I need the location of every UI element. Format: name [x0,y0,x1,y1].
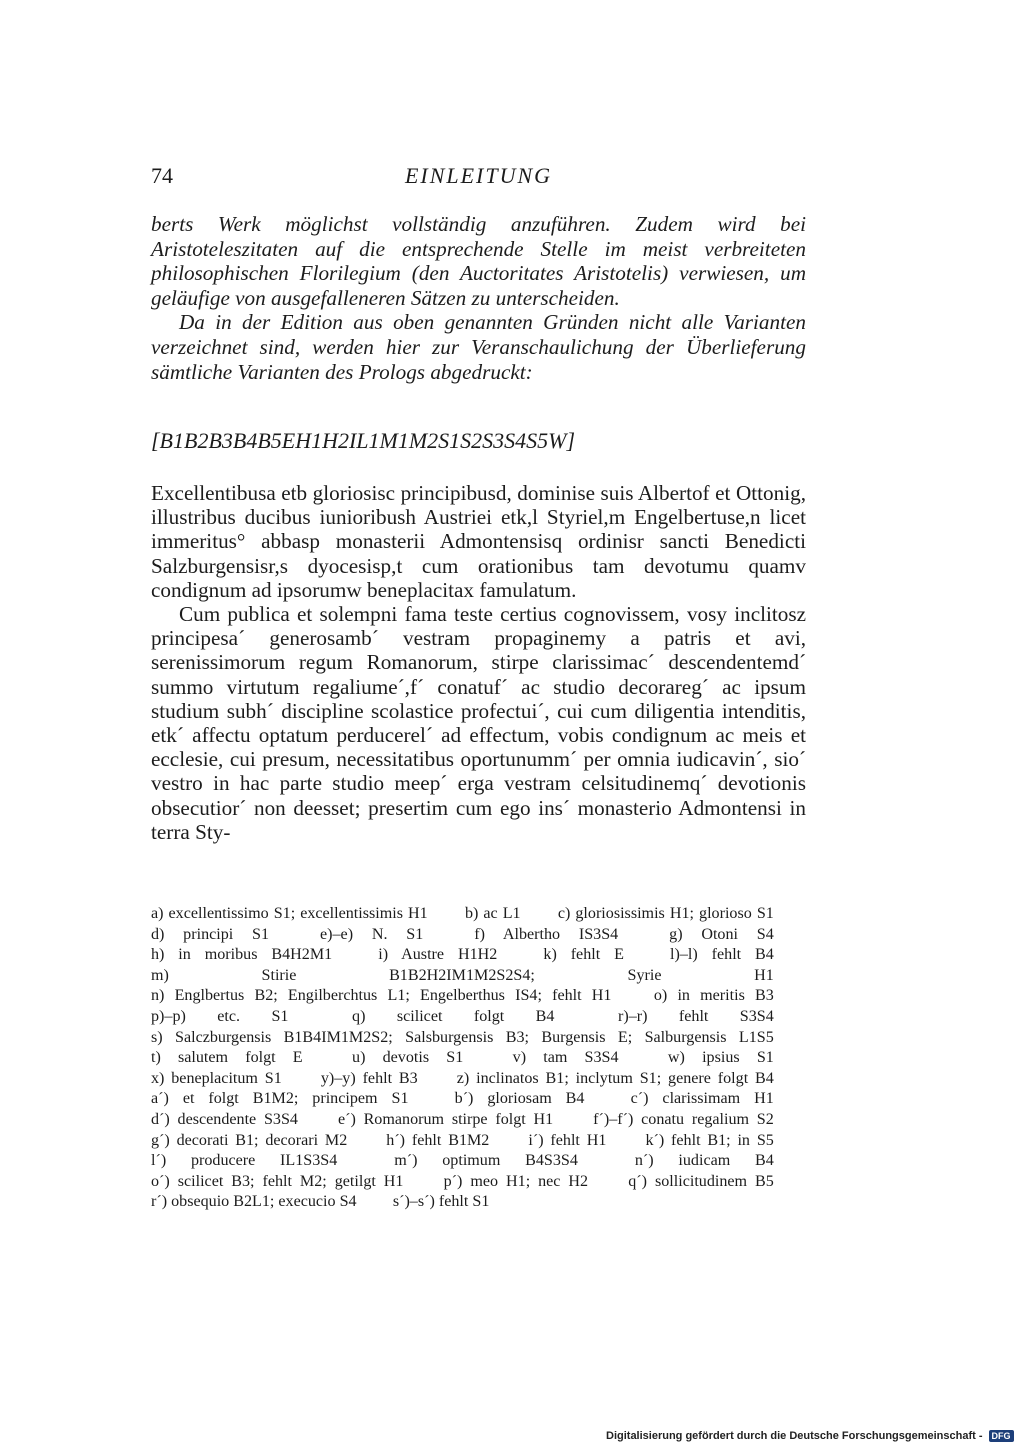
footnote-entry: b´) gloriosam B4 [454,1090,585,1108]
footnote-entry: o´) scilicet B3; fehlt M2; getilgt H1 [151,1172,404,1190]
footnote-entry: b) ac L1 [464,905,521,922]
critical-apparatus [151,904,806,1213]
footnote-entry: t) salutem folgt E [151,1049,303,1067]
footnote-entry: i´) fehlt H1 [528,1131,607,1149]
footnote-entry: s) Salczburgensis B1B4IM1M2S2; Salsburgensis B3; Burgensis E; Salburgensis L1S5 [151,1028,774,1046]
footnote-entry: p)–p) etc. S1 [151,1007,289,1025]
prolog-text [151,481,806,844]
footnote-entry: c) gloriosissimis H1; glorioso S1 [557,905,774,922]
footnote-entry: v) tam S3S4 [512,1049,619,1067]
footnote-entry: l)–l) fehlt B4 [670,946,774,964]
footnote-entry: i) Austre H1H2 [378,946,498,964]
footnote-entry: r)–r) fehlt S3S4 [618,1007,774,1025]
footnote-entry: g) Otoni S4 [669,925,774,943]
dfg-credit-text: Digitalisierung gefördert durch die Deutsche Forschungsgemeinschaft - [606,1430,983,1442]
intro-paragraph: Da in der Edition aus oben genannten Gründen nicht alle Varianten verzeichnet sind, werden hier zur Veranschaulichung der Überlieferung sämtliche Varianten des Prologs abgedruckt: [151,310,806,384]
footnote-entry: s´)–s´) fehlt S1 [392,1193,490,1211]
intro-text [151,212,806,384]
footnote-entry: y)–y) fehlt B3 [320,1069,418,1087]
footnote-entry: r´) obsequio B2L1; execucio S4 [151,1193,357,1211]
footnote-entry: m´) optimum B4S3S4 [394,1152,578,1170]
footnote-entry: p´) meo H1; nec H2 [443,1172,589,1190]
footnote-entry: d´) descendente S3S4 [151,1110,298,1128]
footnote-entry: e´) Romanorum stirpe folgt H1 [337,1110,554,1128]
footnote-entry: n´) iudicam B4 [634,1152,774,1170]
footnote-entry: l´) producere IL1S3S4 [151,1152,338,1170]
footnote-entry: q) scilicet folgt B4 [352,1007,555,1025]
footnote-entry: h) in moribus B4H2M1 [151,946,333,964]
footnote-entry: c´) clarissimam H1 [630,1090,774,1108]
footnote-entry: m) Stirie B1B2H2IM1M2S2S4; Syrie H1 [151,966,774,984]
prolog-paragraph: Cum publica et solempni fama teste certius cognovissem, vosy inclitosz principesa´ generosamb´ vestram propaginemy a patris et avi, serenissimorum regum Romanorum, stirpe clarissimac´ descendentemd´ summo virtutum regaliume´,f´ conatuf´ ac studio decorareg´ ac ipsum studium subh´ discipline scolastice profectui´, cui cum diligentia intenditis, etk´ affectu optatum perducerel´ ad effectum, vobis condignum ac meis et ecclesie, cui presum, necessitatibus oportunumm´ per omnia iudicavin´, sio´ vestro in hac parte studio meep´ erga vestram celsitudinemq´ devotionis obsecutior´ non deesset; presertim cum ego ins´ monasterio Admontensi in terra Sty- [151,602,806,844]
footnote-entry: e)–e) N. S1 [320,925,424,943]
footnote-entry: a) excellentissimo S1; excellentissimis H1 [151,905,428,922]
footnote-entry: u) devotis S1 [352,1049,464,1067]
footnote-entry: x) beneplacitum S1 [151,1069,282,1087]
intro-paragraph: berts Werk möglichst vollständig anzuführen. Zudem wird bei Aristoteleszitaten auf die entsprechende Stelle im meist verbreiteten philosophischen Florilegium (den Auctoritates Aristotelis) verwiesen, um geläufige von ausgefalleneren Sätzen zu unterscheiden. [151,212,806,310]
running-title: EINLEITUNG [404,163,553,188]
footnote-entry: n) Englbertus B2; Engilberchtus L1; Engelberthus IS4; fehlt H1 [151,987,612,1005]
page-header [151,163,806,197]
footnote-entry: q´) sollicitudinem B5 [628,1172,774,1190]
footnote-entry: w) ipsius S1 [667,1049,774,1067]
prolog-paragraph: Excellentibusa etb gloriosisc principibusd, dominise suis Albertof et Ottonig, illustribus ducibus iunioribush Austriei etk,l Styriel,m Engelbertuse,n licet immeritus° abbasp monasterii Admontensisq ordinisr sancti Benedicti Salzburgensisr,s dyocesisp,t cum orationibus tam devotumu quamv condignum ad ipsorumw beneplacitax famulatum. [151,481,806,602]
manuscript-sigla: [B1B2B3B4B5EH1H2IL1M1M2S1S2S3S4S5W] [151,428,576,453]
footnote-entry: f´)–f´) conatu regalium S2 [593,1110,774,1128]
footnote-entry: d) principi S1 [151,925,270,943]
footnote-entry: a´) et folgt B1M2; principem S1 [151,1090,409,1108]
page-number: 74 [151,163,173,188]
footnote-entry: g´) decorati B1; decorari M2 [151,1131,348,1149]
dfg-logo: DFG [989,1430,1014,1442]
footnote-entry: z) inclinatos B1; inclytum S1; genere folgt B4 [456,1069,774,1087]
footnote-entry: h´) fehlt B1M2 [386,1131,490,1149]
footnote-entry: o) in meritis B3 [653,987,774,1005]
footnote-entry: f) Albertho IS3S4 [474,925,619,943]
footnote-entry: k´) fehlt B1; in S5 [645,1131,774,1149]
footnote-entry: k) fehlt E [543,946,624,964]
dfg-credit [606,1430,1014,1442]
